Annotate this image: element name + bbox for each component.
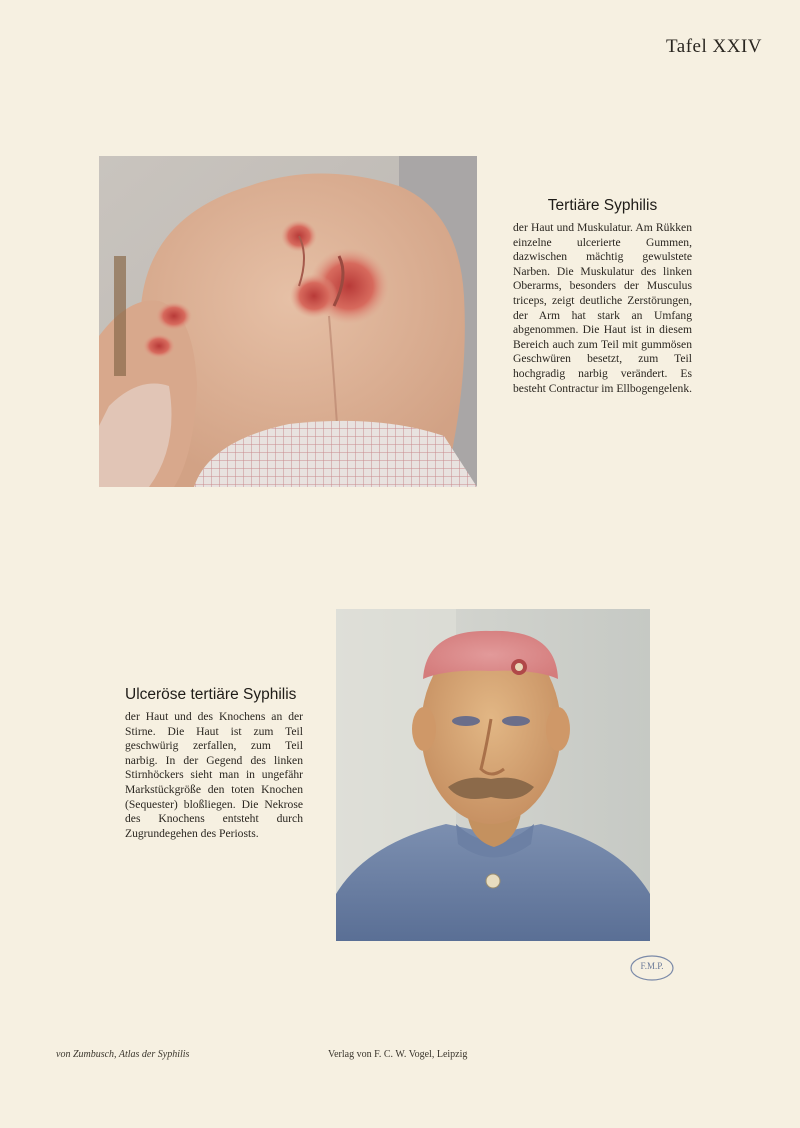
library-stamp (629, 953, 675, 983)
footer-atlas-title: von Zumbusch, Atlas der Syphilis (56, 1049, 190, 1060)
back-photograph (99, 156, 477, 487)
figure2-text: der Haut und des Knochens an der Stirne. Die Haut ist zum Teil geschwürig zerfallen, zum Teil narbig. In der Gegend des linken Stirnhöckers sieht man in ungefähr Markstückgröße den toten Knochen (Sequester) bloßliegen. Die Nekrose des Knochens entsteht durch Zugrundegehen des Periosts. (125, 710, 303, 840)
figure1-caption (513, 197, 692, 396)
figure1-title: Tertiäre Syphilis (547, 197, 658, 214)
figure2-caption (125, 686, 303, 841)
figure2-title: Ulceröse tertiäre Syphilis (125, 686, 297, 703)
plate-number: Tafel XXIV (666, 36, 762, 57)
stamp-text: F.M.P. (640, 961, 664, 971)
figure1-text: der Haut und Muskulatur. Am Rükken einzelne ulcerierte Gummen, dazwischen mächtig gewulstete Narben. Die Muskulatur des linken Oberarms, besonders der Musculus triceps, zeigt deutliche Zerstörungen, der Arm hat stark an Umfang abgenommen. Die Haut ist in diesem Bereich auch zum Teil mit gummösen Geschwüren besetzt, zum Teil hochgradig narbig verändert. Es besteht Contractur im Ellbogengelenk. (513, 221, 693, 395)
head-photograph (336, 609, 650, 941)
footer-publisher: Verlag von F. C. W. Vogel, Leipzig (328, 1049, 468, 1060)
